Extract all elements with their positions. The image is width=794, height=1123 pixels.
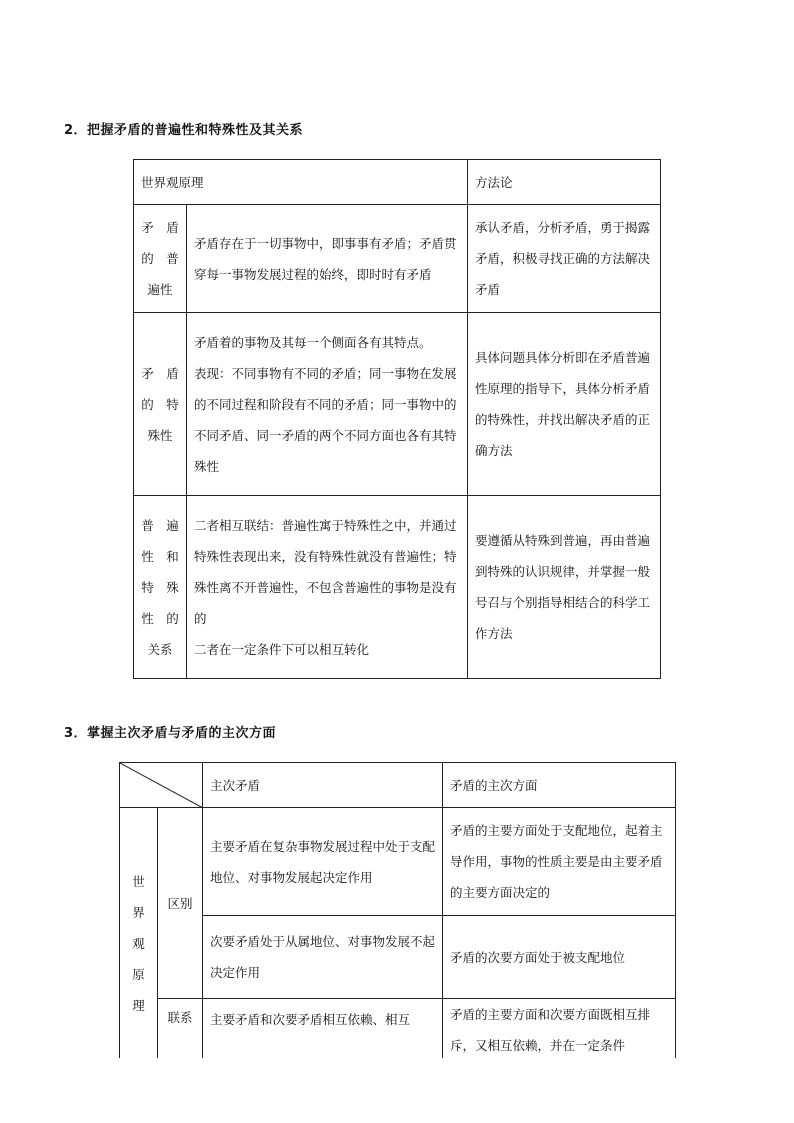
label-line: 性 和 <box>141 548 179 564</box>
label-char: 界 <box>132 904 145 920</box>
section-2-heading: 2．把握矛盾的普遍性和特殊性及其关系 <box>64 123 304 138</box>
label-line: 遍性 <box>147 282 173 297</box>
diagonal-line <box>120 763 203 808</box>
principal-cell: 主要矛盾和次要矛盾相互依赖、相互 <box>203 999 443 1059</box>
method-cell: 具体问题具体分析即在矛盾普遍性原理的指导下，具体分析矛盾的特殊性，并找出解决矛盾的正确方法 <box>468 313 661 496</box>
header-contradiction-aspects: 矛盾的主次方面 <box>443 763 676 808</box>
method-cell: 承认矛盾，分析矛盾，勇于揭露矛盾，积极寻找正确的方法解决矛盾 <box>468 205 661 313</box>
label-line: 矛 盾 <box>141 220 179 235</box>
distinction-label: 区别 <box>158 808 203 999</box>
principle-text: 矛盾着的事物及其每一个侧面各有其特点。 <box>194 334 432 350</box>
label-line: 关系 <box>147 641 173 657</box>
principle-text: 二者在一定条件下可以相互转化 <box>194 641 370 657</box>
principle-text: 二者相互联结：普遍性寓于特殊性之中，并通过特殊性表现出来，没有特殊性就没有普遍性；特殊性离不开普遍性，不包含普遍性的事物是没有的 <box>194 517 457 626</box>
label-char: 观 <box>132 935 145 951</box>
method-cell: 要遵循从特殊到普遍，再由普遍到特殊的认识规律，并掌握一般号召与个别指导相结合的科学工作方法 <box>468 496 661 679</box>
principle-text: 矛盾存在于一切事物中，即事事有矛盾；矛盾贯穿每一事物发展过程的始终，即时时有矛盾 <box>194 235 457 282</box>
principal-cell: 次要矛盾处于从属地位、对事物发展不起决定作用 <box>203 916 443 999</box>
label-line: 的 普 <box>141 251 179 266</box>
principal-contradiction-table <box>119 762 676 1058</box>
side-label-worldview <box>120 808 158 1059</box>
label-char: 理 <box>132 997 145 1013</box>
table-header-row <box>120 763 676 808</box>
header-principle: 世界观原理 <box>134 160 468 205</box>
label-char: 世 <box>132 873 145 889</box>
diagonal-header-cell <box>120 763 203 808</box>
table-row <box>120 999 676 1059</box>
label-char: 原 <box>132 966 145 982</box>
label-line: 特 殊 <box>141 579 179 595</box>
label-line: 普 遍 <box>141 517 179 533</box>
label-line: 矛 盾 <box>141 365 179 381</box>
principle-text: 表现：不同事物有不同的矛盾；同一事物在发展的不同过程和阶段有不同的矛盾；同一事物中的不同矛盾、同一矛盾的两个不同方面也各有其特殊性 <box>194 365 457 474</box>
aspect-cell: 矛盾的次要方面处于被支配地位 <box>443 916 676 999</box>
header-method: 方法论 <box>468 160 661 205</box>
section-3-heading: 3．掌握主次矛盾与矛盾的主次方面 <box>64 726 277 741</box>
header-principal-contradiction: 主次矛盾 <box>203 763 443 808</box>
label-line: 性 的 <box>141 610 179 626</box>
aspect-cell: 矛盾的主要方面处于支配地位，起着主导作用，事物的性质主要是由主要矛盾的主要方面决定的 <box>443 808 676 916</box>
table-row <box>120 808 676 916</box>
aspect-cell: 矛盾的主要方面和次要方面既相互排斥，又相互依赖，并在一定条件 <box>443 999 676 1059</box>
label-line: 殊性 <box>147 427 173 443</box>
label-line: 的 特 <box>141 396 179 412</box>
relation-label: 联系 <box>158 999 203 1059</box>
table-row <box>120 916 676 999</box>
principal-cell: 主要矛盾在复杂事物发展过程中处于支配地位、对事物发展起决定作用 <box>203 808 443 916</box>
